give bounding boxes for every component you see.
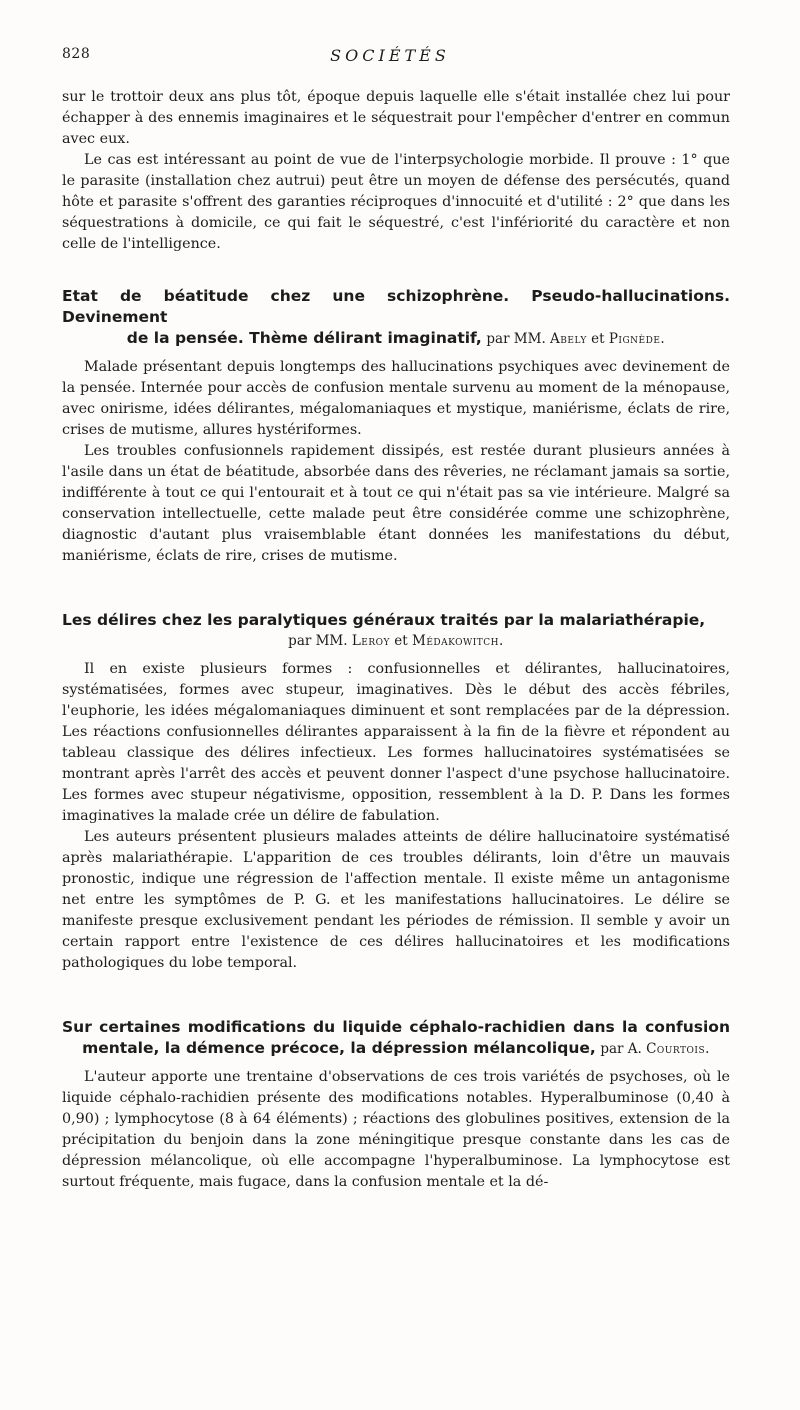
article-title: Les délires chez les paralytiques généraux traités par la malariathérapie, — [62, 611, 706, 629]
byline-prefix: par A. — [600, 1041, 642, 1057]
article-paragraph: Les auteurs présentent plusieurs malades atteints de délire hallucinatoire systématisé après malariathérapie. L'apparition de ces troubles délirants, loin d'être un mauvais pronostic, indique une régression de l'affection mentale. Il existe même un antagonisme net entre les symptômes de P. G. et les manifestations hallucinatoires. Le délire se manifeste presque exclusivement pendant les périodes de rémission. Il semble y avoir un certain rapport entre l'existence de ces délires hallucinatoires et les modifications pathologiques du lobe temporal. — [62, 829, 730, 971]
article-paragraph: L'auteur apporte une trentaine d'observations de ces trois variétés de psychoses, où le liquide céphalo-rachidien présente des modifications notables. Hyperalbuminose (0,40 à 0,90) ; lymphocytose (8 à 64 éléments) ; réactions des globulines positives, extension de la précipitation du benjoin dans la zone méningitique presque constante dans les cas de dépression mélancolique, où elle accompagne l'hyperalbuminose. La lymphocytose est surtout fréquente, mais fugace, dans la confusion mentale et la dé- — [62, 1069, 730, 1190]
section-title: SOCIÉTÉS — [330, 46, 450, 65]
page-number: 828 — [62, 46, 91, 62]
byline-prefix: par MM. — [288, 633, 348, 649]
article-title-cont: de la pensée. Thème délirant imaginatif, — [126, 329, 482, 347]
byline — [600, 1041, 710, 1057]
article-paragraph: Les troubles confusionnels rapidement dissipés, est restée durant plusieurs années à l'asile dans un état de béatitude, absorbée dans des rêveries, ne réclamant jamais sa sortie, indifférente à tout ce qui l'entourait et à tout ce qui n'était pas sa vie intérieure. Malgré sa conservation intellectuelle, cette malade peut être considérée comme une schizophrène, diagnostic d'autant plus vraisemblable étant données les manifestations du début, maniérisme, éclats de rire, crises de mutisme. — [62, 443, 730, 564]
author-name: Médakowitch. — [412, 633, 504, 649]
byline-prefix: par MM. — [486, 331, 546, 347]
article-paragraph: Malade présentant depuis longtemps des hallucinations psychiques avec devinement de la pensée. Internée pour accès de confusion mentale survenu au moment de la ménopause, avec onirisme, idées délirantes, mégalomaniaques et mystique, maniérisme, éclats de rire, crises de mutisme, allures hystériformes. — [62, 359, 730, 438]
article-heading — [62, 286, 730, 350]
article-title: Sur certaines modifications du liquide céphalo-rachidien dans la confusion — [62, 1018, 730, 1036]
byline-conjunction: et — [394, 633, 408, 649]
intro-paragraph: Le cas est intéressant au point de vue de l'interpsychologie morbide. Il prouve : 1° que le parasite (installation chez autrui) peut être un moyen de défense des persécutés, quand hôte et parasite s'offrent des garanties réciproques d'innocuité et d'utilité : 2° que dans les séquestrations à domicile, ce qui fait le séquestré, c'est l'infériorité du caractère et non celle de l'intelligence. — [62, 152, 730, 252]
article-paragraph: Il en existe plusieurs formes : confusionnelles et délirantes, hallucinatoires, systématisées, formes avec stupeur, imaginatives. Dès le début des accès fébriles, l'euphorie, les idées mégalomaniaques diminuent et sont remplacées par de la dépression. Les réactions confusionnelles délirantes apparaissent à la fin de la fièvre et répondent au tableau classique des délires infectieux. Les formes hallucinatoires systématisées se montrant après l'arrêt des accès et peuvent donner l'aspect d'une psychose hallucinatoire. Les formes avec stupeur négativisme, opposition, ressemblent à la D. P. Dans les formes imaginatives la malade crée un délire de fabulation. — [62, 661, 730, 824]
byline — [288, 633, 504, 649]
byline-conjunction: et — [591, 331, 605, 347]
article-heading — [62, 1017, 730, 1060]
byline — [486, 331, 665, 347]
running-head — [62, 36, 718, 66]
article-title: Etat de béatitude chez une schizophrène. Pseudo-hallucinations. Devinement — [62, 287, 730, 326]
author-name: Courtois. — [646, 1041, 710, 1057]
article-title-cont: mentale, la démence précoce, la dépression mélancolique, — [82, 1039, 596, 1057]
author-name: Leroy — [351, 633, 390, 649]
author-name: Pignède. — [608, 331, 666, 347]
page-body — [62, 87, 730, 1193]
intro-paragraph: sur le trottoir deux ans plus tôt, époque depuis laquelle elle s'était installée chez lui pour échapper à des ennemis imaginaires et le séquestrait pour l'empêcher d'entrer en commun avec eux. — [62, 89, 730, 147]
article-heading — [62, 610, 730, 652]
author-name: Abely — [550, 331, 587, 347]
